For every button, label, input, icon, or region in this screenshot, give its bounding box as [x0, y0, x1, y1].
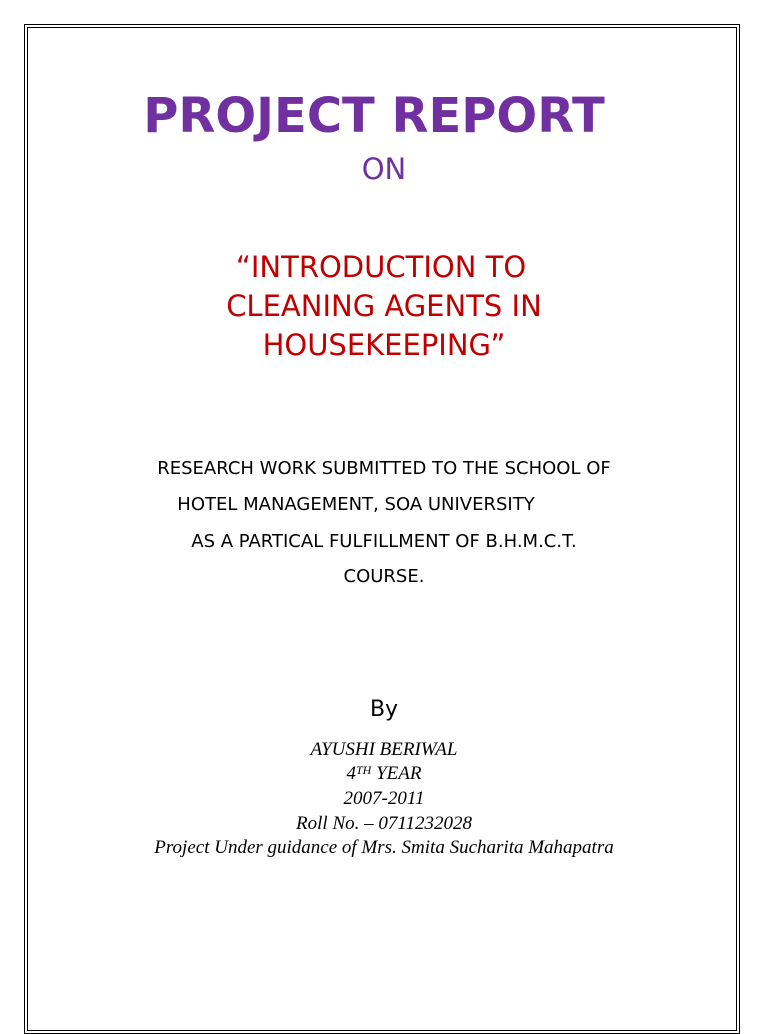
research-line-4: COURSE. — [343, 566, 425, 587]
report-subtitle: ON — [361, 152, 407, 186]
author-roll: Roll No. – 0711232028 — [296, 813, 472, 834]
author-session: 2007-2011 — [343, 788, 425, 809]
year-number: 4 — [346, 763, 356, 784]
author-guidance: Project Under guidance of Mrs. Smita Sucharita Mahapatra — [154, 837, 614, 858]
year-word: YEAR — [371, 763, 422, 784]
author-year — [0, 763, 768, 785]
topic-line-2: CLEANING AGENTS IN — [226, 289, 542, 323]
report-title: PROJECT REPORT — [143, 88, 605, 144]
year-suffix: TH — [356, 763, 372, 777]
topic-line-3: HOUSEKEEPING” — [262, 328, 506, 362]
research-line-2: HOTEL MANAGEMENT, SOA UNIVERSITY — [177, 494, 535, 515]
topic-line-1: “INTRODUCTION TO — [235, 250, 527, 284]
author-name: AYUSHI BERIWAL — [310, 739, 458, 760]
research-line-1: RESEARCH WORK SUBMITTED TO THE SCHOOL OF — [157, 458, 611, 479]
research-line-3: AS A PARTICAL FULFILLMENT OF B.H.M.C.T. — [191, 531, 577, 552]
by-label: By — [369, 697, 399, 722]
